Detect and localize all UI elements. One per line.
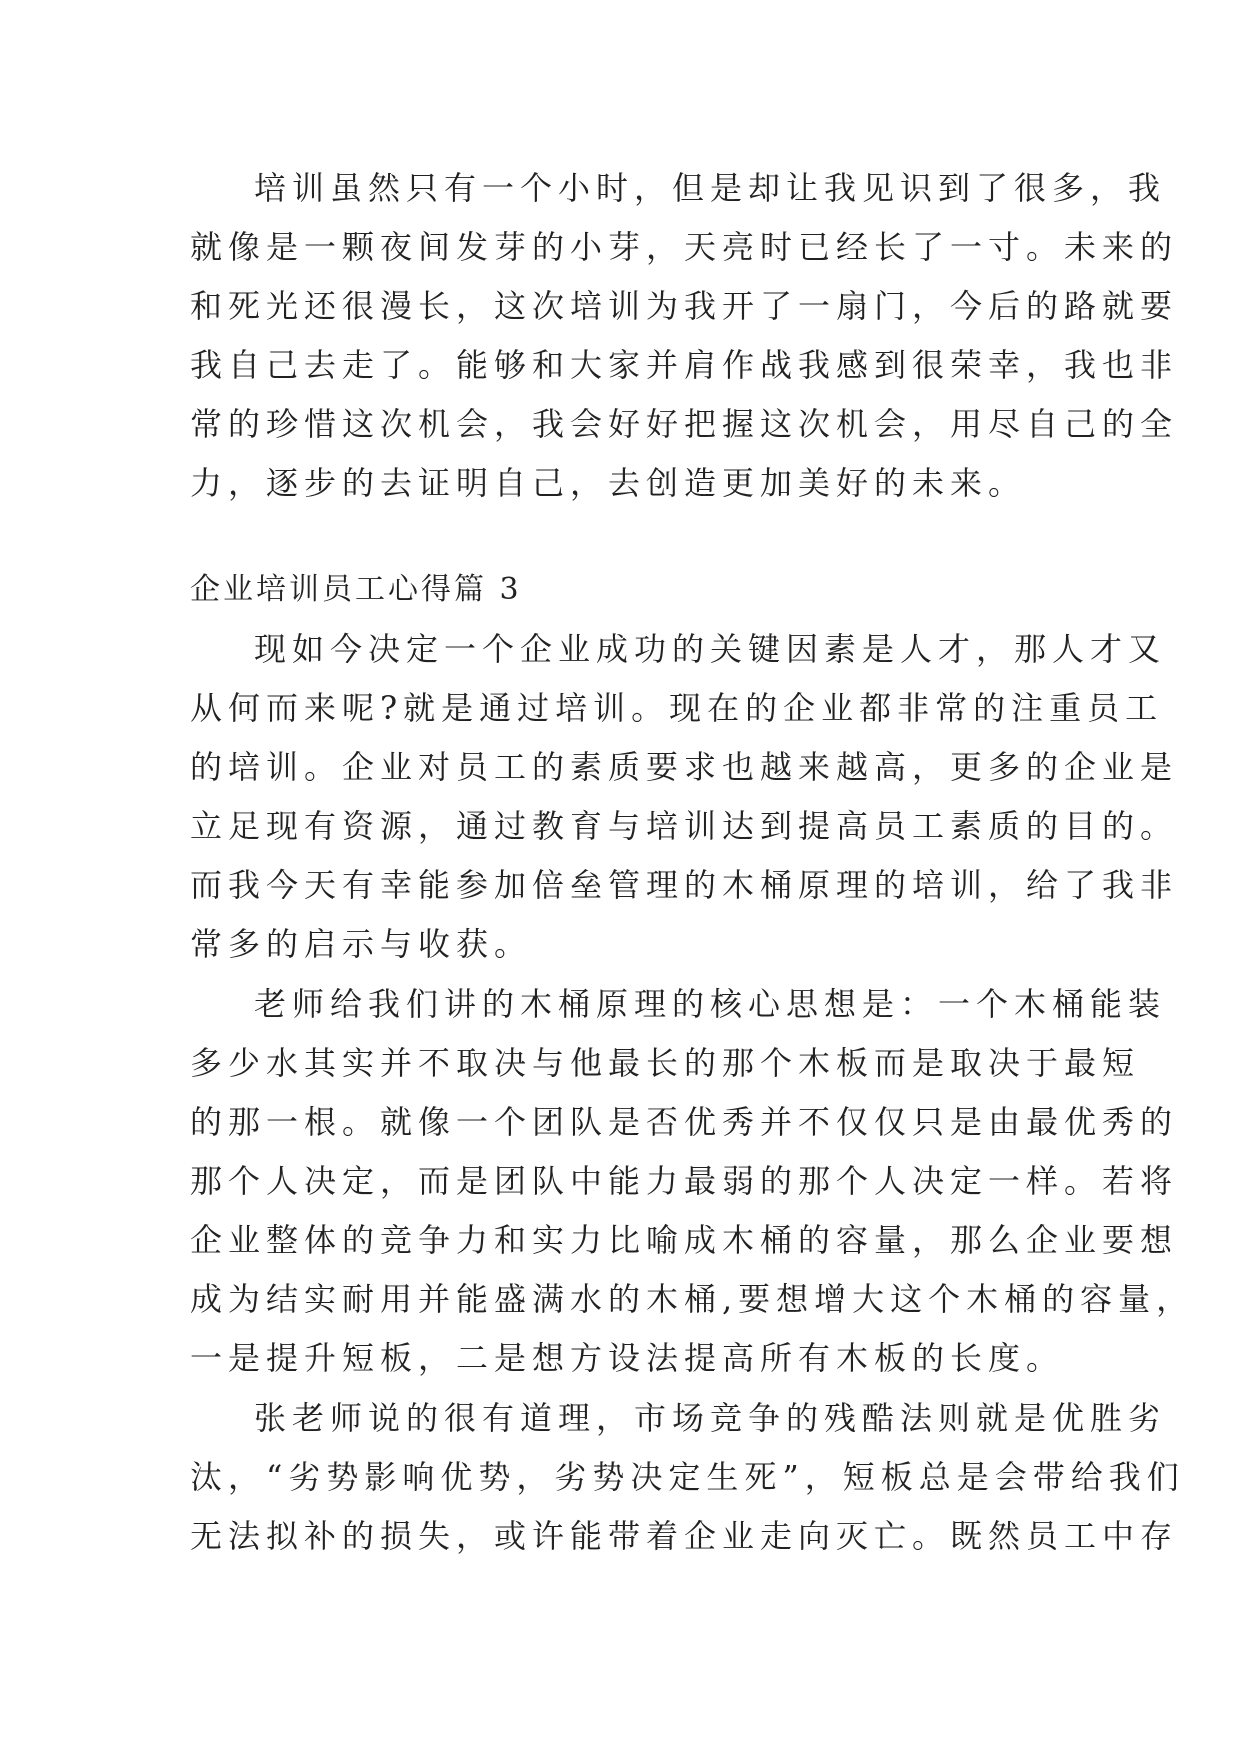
paragraph-1-line-2: 就像是一颗夜间发芽的小芽，天亮时已经长了一寸。未来的	[190, 228, 1179, 266]
paragraph-3-line-6: 成为结实耐用并能盛满水的木桶,要想增大这个木桶的容量，	[190, 1280, 1195, 1318]
paragraph-3-line-3: 的那一根。就像一个团队是否优秀并不仅仅只是由最优秀的	[190, 1103, 1179, 1141]
paragraph-3-line-5: 企业整体的竞争力和实力比喻成木桶的容量，那么企业要想	[190, 1221, 1179, 1259]
paragraph-3-line-1: 老师给我们讲的木桶原理的核心思想是：一个木桶能装	[254, 985, 1167, 1023]
paragraph-1-line-1: 培训虽然只有一个小时，但是却让我见识到了很多，我	[254, 169, 1167, 207]
paragraph-3-line-2: 多少水其实并不取决与他最长的那个木板而是取决于最短	[190, 1044, 1141, 1082]
paragraph-1-line-3: 和死光还很漫长，这次培训为我开了一扇门，今后的路就要	[190, 287, 1179, 325]
paragraph-4-line-2: 汰，“劣势影响优势，劣势决定生死”，短板总是会带给我们	[190, 1458, 1185, 1496]
paragraph-1-line-4: 我自己去走了。能够和大家并肩作战我感到很荣幸，我也非	[190, 346, 1179, 384]
paragraph-2-line-3: 的培训。企业对员工的素质要求也越来越高，更多的企业是	[190, 748, 1179, 786]
paragraph-1-line-5: 常的珍惜这次机会，我会好好把握这次机会，用尽自己的全	[190, 405, 1179, 443]
paragraph-2-line-4: 立足现有资源，通过教育与培训达到提高员工素质的目的。	[190, 807, 1179, 845]
paragraph-2-line-1: 现如今决定一个企业成功的关键因素是人才，那人才又	[254, 630, 1167, 668]
paragraph-4-line-1: 张老师说的很有道理，市场竞争的残酷法则就是优胜劣	[254, 1399, 1167, 1437]
paragraph-4-line-3: 无法拟补的损失，或许能带着企业走向灭亡。既然员工中存	[190, 1517, 1179, 1555]
paragraph-2-line-6: 常多的启示与收获。	[190, 925, 533, 963]
paragraph-1-line-6: 力，逐步的去证明自己，去创造更加美好的未来。	[190, 464, 1027, 502]
paragraph-3-line-4: 那个人决定，而是团队中能力最弱的那个人决定一样。若将	[190, 1162, 1179, 1200]
paragraph-2-line-2: 从何而来呢?就是通过培训。现在的企业都非常的注重员工	[190, 689, 1164, 727]
paragraph-3-line-7: 一是提升短板，二是想方设法提高所有木板的长度。	[190, 1339, 1065, 1377]
paragraph-2-line-5: 而我今天有幸能参加倍垒管理的木桶原理的培训，给了我非	[190, 866, 1179, 904]
section-title: 企业培训员工心得篇 3	[190, 572, 522, 607]
